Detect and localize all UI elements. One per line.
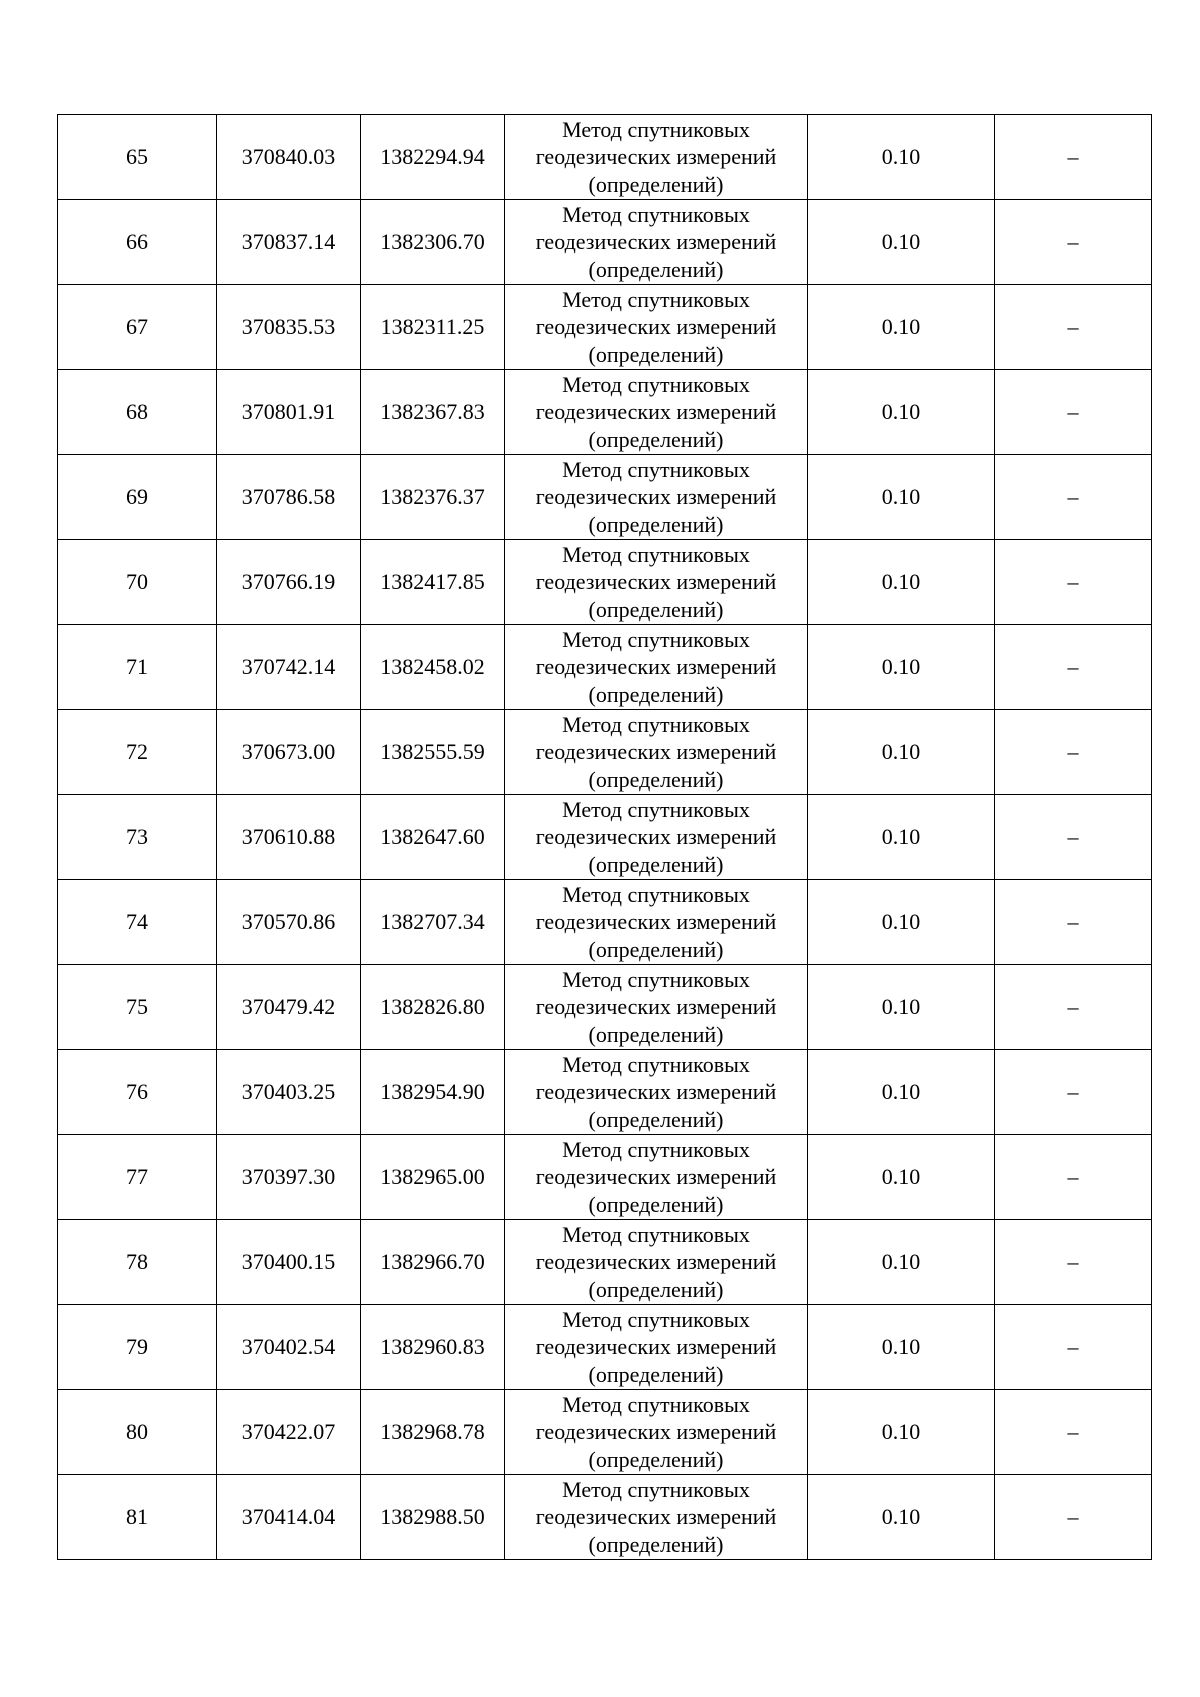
x-coordinate-cell: 370837.14 bbox=[217, 200, 361, 285]
y-coordinate-cell: 1382555.59 bbox=[361, 710, 505, 795]
y-coordinate-cell: 1382376.37 bbox=[361, 455, 505, 540]
accuracy-cell: 0.10 bbox=[808, 1220, 995, 1305]
method-text-line: (определений) bbox=[588, 1276, 724, 1302]
method-text-line: геодезических измерений bbox=[535, 1504, 777, 1530]
x-coordinate-cell: 370766.19 bbox=[217, 540, 361, 625]
point-number-cell: 73 bbox=[58, 795, 217, 880]
method-text-line: Метод спутниковых bbox=[562, 456, 750, 482]
x-coordinate-cell: 370742.14 bbox=[217, 625, 361, 710]
note-cell: – bbox=[995, 200, 1152, 285]
table-row bbox=[58, 1305, 1152, 1390]
method-text-line: (определений) bbox=[588, 596, 724, 622]
accuracy-cell: 0.10 bbox=[808, 455, 995, 540]
method-text-line: (определений) bbox=[588, 1361, 724, 1387]
method-text-line: (определений) bbox=[588, 341, 724, 367]
method-text-line: геодезических измерений bbox=[535, 144, 777, 170]
x-coordinate-cell: 370840.03 bbox=[217, 115, 361, 200]
note-cell: – bbox=[995, 370, 1152, 455]
accuracy-cell: 0.10 bbox=[808, 880, 995, 965]
table-row bbox=[58, 115, 1152, 200]
x-coordinate-cell: 370422.07 bbox=[217, 1390, 361, 1475]
method-text-line: Метод спутниковых bbox=[562, 371, 750, 397]
accuracy-cell: 0.10 bbox=[808, 710, 995, 795]
x-coordinate-cell: 370570.86 bbox=[217, 880, 361, 965]
method-cell bbox=[505, 710, 808, 795]
method-text-line: геодезических измерений bbox=[535, 824, 777, 850]
x-coordinate-cell: 370400.15 bbox=[217, 1220, 361, 1305]
point-number-cell: 78 bbox=[58, 1220, 217, 1305]
method-text-line: Метод спутниковых bbox=[562, 966, 750, 992]
method-cell bbox=[505, 200, 808, 285]
method-text-line: Метод спутниковых bbox=[562, 1221, 750, 1247]
table-row bbox=[58, 370, 1152, 455]
point-number-cell: 75 bbox=[58, 965, 217, 1050]
table-row bbox=[58, 880, 1152, 965]
point-number-cell: 70 bbox=[58, 540, 217, 625]
x-coordinate-cell: 370479.42 bbox=[217, 965, 361, 1050]
y-coordinate-cell: 1382966.70 bbox=[361, 1220, 505, 1305]
y-coordinate-cell: 1382968.78 bbox=[361, 1390, 505, 1475]
method-text-line: геодезических измерений bbox=[535, 1164, 777, 1190]
method-text-line: геодезических измерений bbox=[535, 569, 777, 595]
accuracy-cell: 0.10 bbox=[808, 625, 995, 710]
accuracy-cell: 0.10 bbox=[808, 1135, 995, 1220]
x-coordinate-cell: 370403.25 bbox=[217, 1050, 361, 1135]
accuracy-cell: 0.10 bbox=[808, 1390, 995, 1475]
note-cell: – bbox=[995, 1135, 1152, 1220]
x-coordinate-cell: 370673.00 bbox=[217, 710, 361, 795]
method-cell bbox=[505, 1050, 808, 1135]
note-cell: – bbox=[995, 625, 1152, 710]
method-text-line: геодезических измерений bbox=[535, 909, 777, 935]
method-text-line: Метод спутниковых bbox=[562, 711, 750, 737]
note-cell: – bbox=[995, 115, 1152, 200]
method-text-line: (определений) bbox=[588, 1191, 724, 1217]
method-text-line: геодезических измерений bbox=[535, 484, 777, 510]
method-text-line: Метод спутниковых bbox=[562, 201, 750, 227]
method-cell bbox=[505, 1390, 808, 1475]
point-number-cell: 81 bbox=[58, 1475, 217, 1560]
method-text-line: геодезических измерений bbox=[535, 1419, 777, 1445]
method-text-line: (определений) bbox=[588, 1446, 724, 1472]
method-cell bbox=[505, 455, 808, 540]
note-cell: – bbox=[995, 1050, 1152, 1135]
table-row bbox=[58, 710, 1152, 795]
method-cell bbox=[505, 285, 808, 370]
y-coordinate-cell: 1382294.94 bbox=[361, 115, 505, 200]
accuracy-cell: 0.10 bbox=[808, 540, 995, 625]
method-text-line: Метод спутниковых bbox=[562, 541, 750, 567]
x-coordinate-cell: 370835.53 bbox=[217, 285, 361, 370]
note-cell: – bbox=[995, 795, 1152, 880]
method-text-line: геодезических измерений bbox=[535, 399, 777, 425]
note-cell: – bbox=[995, 1475, 1152, 1560]
y-coordinate-cell: 1382306.70 bbox=[361, 200, 505, 285]
accuracy-cell: 0.10 bbox=[808, 200, 995, 285]
method-text-line: Метод спутниковых bbox=[562, 796, 750, 822]
y-coordinate-cell: 1382965.00 bbox=[361, 1135, 505, 1220]
y-coordinate-cell: 1382954.90 bbox=[361, 1050, 505, 1135]
accuracy-cell: 0.10 bbox=[808, 965, 995, 1050]
x-coordinate-cell: 370801.91 bbox=[217, 370, 361, 455]
method-cell bbox=[505, 1475, 808, 1560]
method-text-line: Метод спутниковых bbox=[562, 1306, 750, 1332]
accuracy-cell: 0.10 bbox=[808, 285, 995, 370]
y-coordinate-cell: 1382311.25 bbox=[361, 285, 505, 370]
method-cell bbox=[505, 880, 808, 965]
point-number-cell: 76 bbox=[58, 1050, 217, 1135]
table-row bbox=[58, 455, 1152, 540]
table-row bbox=[58, 1135, 1152, 1220]
point-number-cell: 80 bbox=[58, 1390, 217, 1475]
point-number-cell: 74 bbox=[58, 880, 217, 965]
table-row bbox=[58, 200, 1152, 285]
table-row bbox=[58, 1475, 1152, 1560]
method-text-line: (определений) bbox=[588, 426, 724, 452]
point-number-cell: 79 bbox=[58, 1305, 217, 1390]
accuracy-cell: 0.10 bbox=[808, 115, 995, 200]
method-text-line: геодезических измерений bbox=[535, 314, 777, 340]
y-coordinate-cell: 1382647.60 bbox=[361, 795, 505, 880]
method-text-line: геодезических измерений bbox=[535, 994, 777, 1020]
method-cell bbox=[505, 540, 808, 625]
y-coordinate-cell: 1382826.80 bbox=[361, 965, 505, 1050]
method-text-line: (определений) bbox=[588, 1106, 724, 1132]
y-coordinate-cell: 1382367.83 bbox=[361, 370, 505, 455]
method-text-line: Метод спутниковых bbox=[562, 1476, 750, 1502]
y-coordinate-cell: 1382988.50 bbox=[361, 1475, 505, 1560]
point-number-cell: 68 bbox=[58, 370, 217, 455]
method-text-line: (определений) bbox=[588, 851, 724, 877]
method-text-line: (определений) bbox=[588, 936, 724, 962]
note-cell: – bbox=[995, 1305, 1152, 1390]
note-cell: – bbox=[995, 1220, 1152, 1305]
table-row bbox=[58, 795, 1152, 880]
method-text-line: (определений) bbox=[588, 766, 724, 792]
table-row bbox=[58, 1050, 1152, 1135]
method-cell bbox=[505, 795, 808, 880]
method-text-line: Метод спутниковых bbox=[562, 1051, 750, 1077]
method-text-line: геодезических измерений bbox=[535, 739, 777, 765]
table-row bbox=[58, 540, 1152, 625]
method-text-line: (определений) bbox=[588, 681, 724, 707]
point-number-cell: 65 bbox=[58, 115, 217, 200]
method-text-line: геодезических измерений bbox=[535, 1079, 777, 1105]
accuracy-cell: 0.10 bbox=[808, 795, 995, 880]
table-row bbox=[58, 625, 1152, 710]
table-row bbox=[58, 1390, 1152, 1475]
method-cell bbox=[505, 1305, 808, 1390]
y-coordinate-cell: 1382417.85 bbox=[361, 540, 505, 625]
y-coordinate-cell: 1382960.83 bbox=[361, 1305, 505, 1390]
method-text-line: геодезических измерений bbox=[535, 1249, 777, 1275]
point-number-cell: 77 bbox=[58, 1135, 217, 1220]
method-cell bbox=[505, 1220, 808, 1305]
point-number-cell: 71 bbox=[58, 625, 217, 710]
coordinates-table bbox=[57, 114, 1152, 1560]
method-text-line: Метод спутниковых bbox=[562, 286, 750, 312]
point-number-cell: 72 bbox=[58, 710, 217, 795]
x-coordinate-cell: 370397.30 bbox=[217, 1135, 361, 1220]
accuracy-cell: 0.10 bbox=[808, 1475, 995, 1560]
accuracy-cell: 0.10 bbox=[808, 1050, 995, 1135]
y-coordinate-cell: 1382458.02 bbox=[361, 625, 505, 710]
note-cell: – bbox=[995, 880, 1152, 965]
note-cell: – bbox=[995, 965, 1152, 1050]
coordinates-table-body bbox=[58, 115, 1152, 1560]
method-text-line: Метод спутниковых bbox=[562, 116, 750, 142]
note-cell: – bbox=[995, 1390, 1152, 1475]
method-text-line: геодезических измерений bbox=[535, 229, 777, 255]
method-text-line: (определений) bbox=[588, 171, 724, 197]
x-coordinate-cell: 370414.04 bbox=[217, 1475, 361, 1560]
method-cell bbox=[505, 370, 808, 455]
method-text-line: геодезических измерений bbox=[535, 1334, 777, 1360]
accuracy-cell: 0.10 bbox=[808, 370, 995, 455]
x-coordinate-cell: 370610.88 bbox=[217, 795, 361, 880]
method-text-line: геодезических измерений bbox=[535, 654, 777, 680]
note-cell: – bbox=[995, 540, 1152, 625]
point-number-cell: 67 bbox=[58, 285, 217, 370]
table-row bbox=[58, 1220, 1152, 1305]
table-row bbox=[58, 285, 1152, 370]
x-coordinate-cell: 370786.58 bbox=[217, 455, 361, 540]
point-number-cell: 66 bbox=[58, 200, 217, 285]
note-cell: – bbox=[995, 455, 1152, 540]
method-text-line: (определений) bbox=[588, 1531, 724, 1557]
method-cell bbox=[505, 1135, 808, 1220]
method-text-line: Метод спутниковых bbox=[562, 1136, 750, 1162]
method-text-line: (определений) bbox=[588, 511, 724, 537]
note-cell: – bbox=[995, 285, 1152, 370]
x-coordinate-cell: 370402.54 bbox=[217, 1305, 361, 1390]
method-text-line: Метод спутниковых bbox=[562, 1391, 750, 1417]
note-cell: – bbox=[995, 710, 1152, 795]
method-text-line: Метод спутниковых bbox=[562, 881, 750, 907]
table-row bbox=[58, 965, 1152, 1050]
method-cell bbox=[505, 115, 808, 200]
method-text-line: Метод спутниковых bbox=[562, 626, 750, 652]
method-cell bbox=[505, 625, 808, 710]
method-text-line: (определений) bbox=[588, 256, 724, 282]
point-number-cell: 69 bbox=[58, 455, 217, 540]
y-coordinate-cell: 1382707.34 bbox=[361, 880, 505, 965]
method-cell bbox=[505, 965, 808, 1050]
accuracy-cell: 0.10 bbox=[808, 1305, 995, 1390]
method-text-line: (определений) bbox=[588, 1021, 724, 1047]
